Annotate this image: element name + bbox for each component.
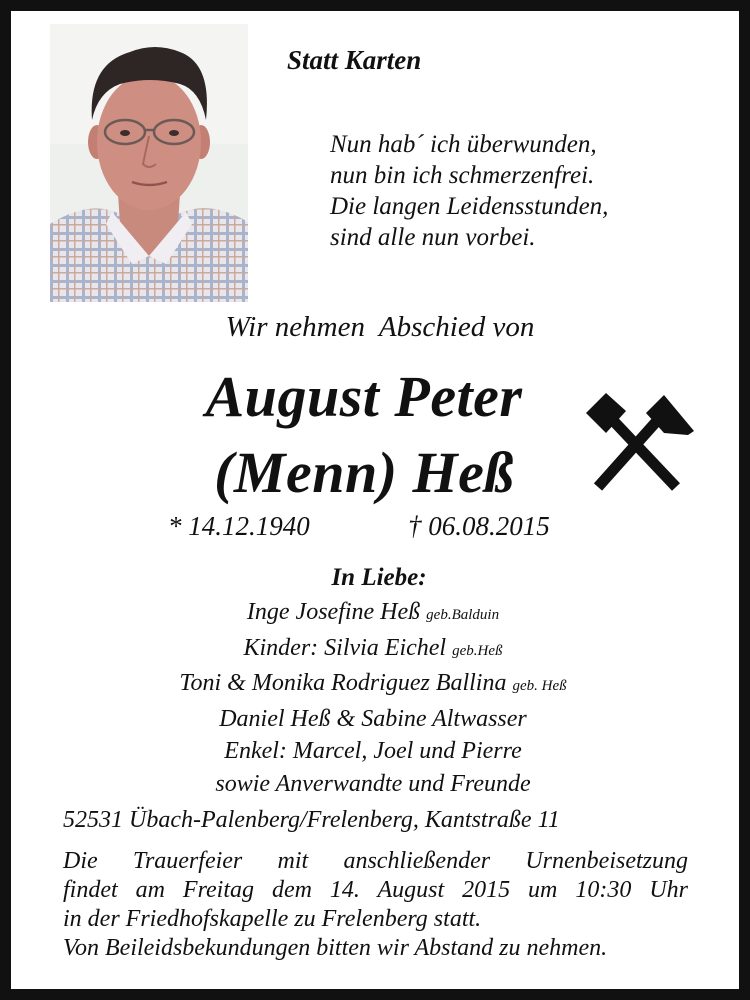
- poem-line: nun bin ich schmerzenfrei.: [330, 162, 595, 189]
- poem-line: Nun hab´ ich überwunden,: [330, 131, 597, 158]
- poem-line: Die langen Leidensstunden,: [330, 193, 609, 220]
- mourner-line: Enkel: Marcel, Joel und Pierre: [224, 738, 522, 764]
- deceased-name-line2: (Menn) Heß: [214, 440, 514, 505]
- maiden-name: geb.Heß: [452, 642, 503, 659]
- portrait-photo: [50, 24, 248, 302]
- maiden-name: geb.Balduin: [426, 607, 500, 623]
- service-line: in der Friedhofskapelle zu Frelenberg statt.: [63, 906, 482, 932]
- deceased-name-line1: August Peter: [205, 364, 523, 429]
- service-line: findet am Freitag dem 14. August 2015 um 10:30 Uhr: [63, 877, 688, 903]
- poem-line: sind alle nun vorbei.: [330, 224, 536, 251]
- mourner-line: Toni & Monika Rodriguez Ballina geb. Heß: [179, 670, 567, 696]
- mourners-list: [11, 596, 739, 800]
- family-address: 52531 Übach-Palenberg/Frelenberg, Kantstraße 11: [63, 807, 560, 833]
- farewell-intro: Wir nehmen Abschied von: [225, 311, 535, 343]
- statt-karten-heading: Statt Karten: [287, 45, 422, 75]
- service-line: Von Beileidsbekundungen bitten wir Abstand zu nehmen.: [63, 935, 608, 961]
- hammer-and-pick-icon: [584, 391, 694, 491]
- mourner-line: Daniel Heß & Sabine Altwasser: [219, 705, 527, 732]
- mourner-line: Kinder: Silvia Eichel geb.Heß: [243, 634, 503, 661]
- mourner-line: Inge Josefine Heß geb.Balduin: [246, 599, 500, 625]
- poem: [330, 129, 608, 253]
- mourner-line: sowie Anverwandte und Freunde: [215, 770, 531, 797]
- service-notice: [63, 847, 688, 963]
- maiden-name: geb. Heß: [512, 678, 567, 694]
- death-date: † 06.08.2015: [408, 511, 550, 541]
- mourners-heading: In Liebe:: [331, 564, 427, 591]
- birth-date: * 14.12.1940: [168, 511, 310, 541]
- service-line: Die Trauerfeier mit anschließender Urnenbeisetzung: [63, 848, 688, 874]
